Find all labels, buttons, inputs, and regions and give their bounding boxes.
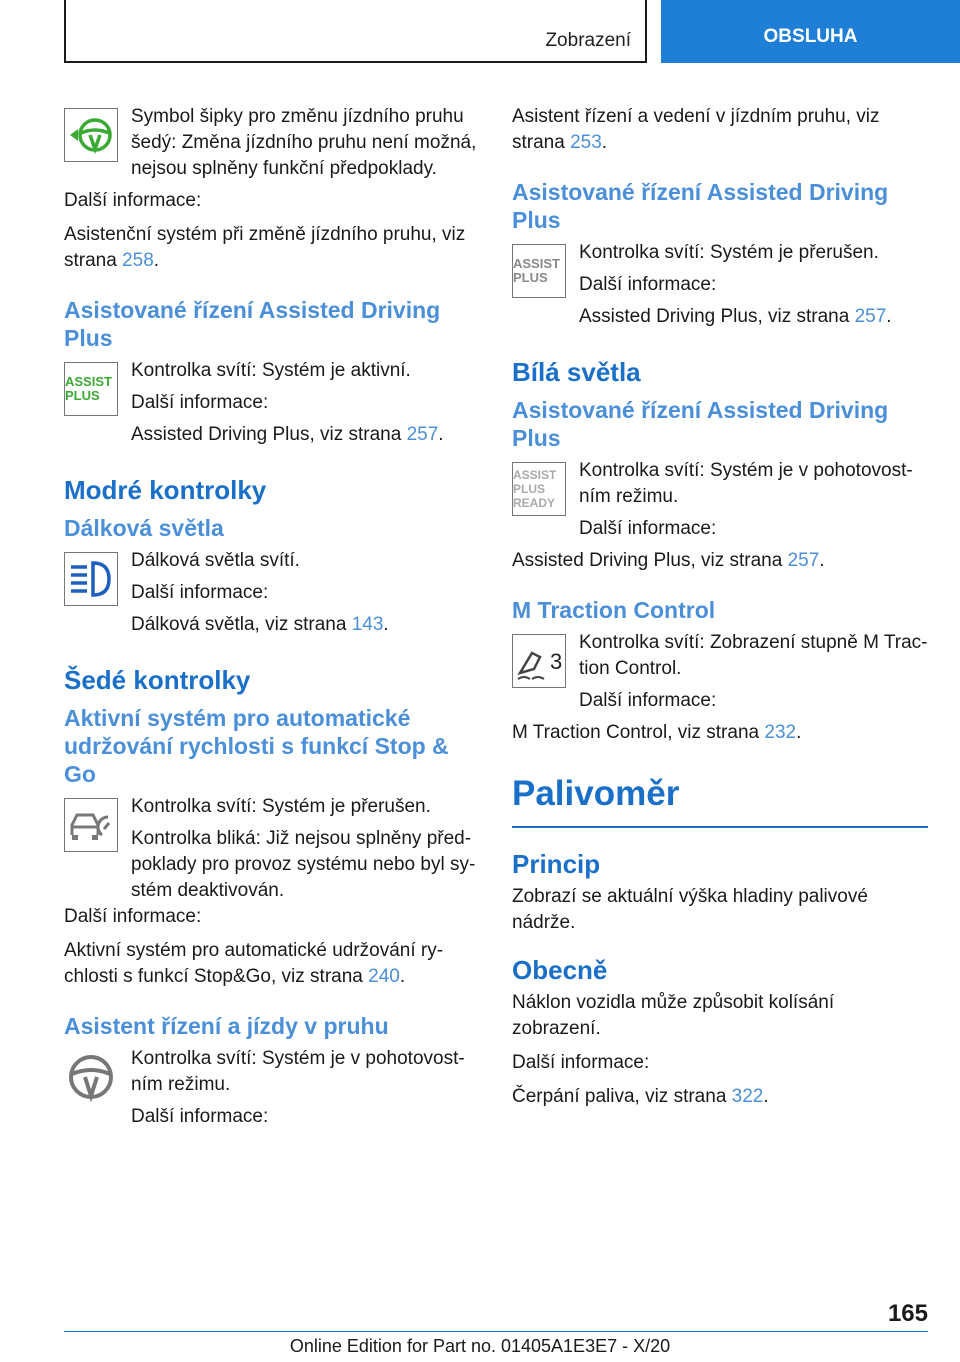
assist-plus-ready-icon: ASSIST PLUS READY	[512, 462, 566, 516]
assist-plus-green-icon: ASSIST PLUS	[64, 362, 118, 416]
lane-change-grey-item	[64, 104, 478, 182]
heading-fuel-gauge: Palivoměr	[512, 774, 680, 813]
acc-car-gauge-icon	[64, 798, 118, 852]
heading-general: Obecně	[512, 955, 608, 985]
more-info-label: Další informace:	[579, 518, 717, 539]
status-text: Dálková světla svítí.	[131, 550, 300, 571]
heading-lane-assist: Asistent řízení a jízdy v pruhu	[64, 1013, 389, 1039]
acc-item	[64, 794, 478, 904]
page-link[interactable]: 258	[122, 250, 154, 271]
reference-text: Čerpání paliva, viz strana 322.	[512, 1086, 769, 1107]
status-text: Kontrolka svítí: Systém je aktivní.	[131, 360, 411, 381]
reference-text: M Traction Control, viz strana 232.	[512, 722, 802, 743]
heading-grey-lights: Šedé kontrolky	[64, 665, 251, 695]
reference-text: Asistenční systém při změně jízdního pruhu, viz strana 258.	[64, 224, 466, 271]
traction-level-digit: 3	[550, 649, 563, 674]
page-link[interactable]: 322	[731, 1086, 764, 1107]
more-info-label: Další informace:	[579, 274, 717, 295]
status-text: Kontrolka svítí: Systém je v pohotovost-ním režimu.	[579, 460, 913, 507]
right-column	[512, 104, 928, 1118]
page-link[interactable]: 232	[764, 722, 797, 743]
reference-text: Aktivní systém pro automatické udržování ry-chlosti s funkcí Stop&Go, viz strana 240.	[64, 940, 444, 987]
left-column	[64, 104, 478, 1136]
reference-text: Asistent řízení a vedení v jízdním pruhu, viz strana 253.	[512, 106, 880, 153]
page-link[interactable]: 257	[854, 306, 887, 327]
status-text: Kontrolka bliká: Již nejsou splněny před-poklady pro provoz systému nebo byl sy-stém deaktivován.	[131, 828, 476, 901]
section-divider	[512, 826, 928, 828]
principle-text: Zobrazí se aktuální výška hladiny palivové nádrže.	[512, 886, 868, 933]
steering-wheel-icon	[64, 1050, 118, 1104]
high-beam-item	[64, 548, 478, 638]
page-link[interactable]: 240	[368, 966, 400, 987]
heading-principle: Princip	[512, 849, 601, 879]
heading-assisted-driving-ready: Asistované řízení Assisted Driving Plus	[512, 397, 889, 451]
steering-wheel-arrow-icon	[64, 108, 118, 162]
heading-high-beam: Dálková světla	[64, 515, 224, 541]
assist-plus-ready-item	[512, 458, 928, 542]
heading-blue-lights: Modré kontrolky	[64, 475, 267, 505]
page-link[interactable]: 143	[351, 614, 384, 635]
m-traction-item	[512, 630, 928, 714]
heading-white-lights: Bílá světla	[512, 357, 641, 387]
more-info-label: Další informace:	[131, 1106, 269, 1127]
chapter-tab[interactable]: OBSLUHA	[661, 0, 960, 63]
page-number: 165	[887, 1300, 928, 1327]
general-text: Náklon vozidla může způsobit kolísání zobrazení.	[512, 992, 835, 1039]
reference-text: Assisted Driving Plus, viz strana 257.	[579, 306, 892, 327]
assist-plus-grey-item	[512, 240, 928, 330]
more-info-label: Další informace:	[64, 906, 202, 927]
footer-divider	[64, 1331, 928, 1332]
high-beam-icon	[64, 552, 118, 606]
heading-m-traction: M Traction Control	[512, 597, 716, 623]
status-text: Kontrolka svítí: Zobrazení stupně M Trac-tion Control.	[579, 632, 928, 679]
status-text: Kontrolka svítí: Systém je přerušen.	[131, 796, 431, 817]
more-info-label: Další informace:	[512, 1052, 650, 1073]
heading-assisted-driving: Asistované řízení Assisted Driving Plus	[64, 297, 441, 351]
more-info-label: Další informace:	[131, 582, 269, 603]
header-box	[64, 0, 647, 63]
status-text: Kontrolka svítí: Systém je v pohotovost-ním režimu.	[131, 1048, 465, 1095]
lane-change-text: Symbol šipky pro změnu jízdního pruhu šedý: Změna jízdního pruhu není možná, nejsou splněny funkční předpoklady.	[131, 106, 477, 179]
section-title: Zobrazení	[545, 30, 631, 51]
heading-assisted-driving: Asistované řízení Assisted Driving Plus	[512, 179, 889, 233]
assist-plus-grey-icon: ASSIST PLUS	[512, 244, 566, 298]
page-link[interactable]: 257	[787, 550, 820, 571]
more-info-label: Další informace:	[579, 690, 717, 711]
lane-assist-item	[64, 1046, 478, 1130]
page-link[interactable]: 253	[570, 132, 602, 153]
m-traction-icon	[512, 634, 566, 688]
assist-plus-item	[64, 358, 478, 448]
more-info-label: Další informace:	[64, 190, 202, 211]
status-text: Kontrolka svítí: Systém je přerušen.	[579, 242, 879, 263]
reference-text: Assisted Driving Plus, viz strana 257.	[131, 424, 444, 445]
page-link[interactable]: 257	[406, 424, 439, 445]
heading-acc: Aktivní systém pro automatické udržování rychlosti s funkcí Stop & Go	[64, 705, 449, 787]
more-info-label: Další informace:	[131, 392, 269, 413]
edition-footer: Online Edition for Part no. 01405A1E3E7 - X/20	[289, 1336, 671, 1356]
reference-text: Dálková světla, viz strana 143.	[131, 614, 389, 635]
reference-text: Assisted Driving Plus, viz strana 257.	[512, 550, 825, 571]
